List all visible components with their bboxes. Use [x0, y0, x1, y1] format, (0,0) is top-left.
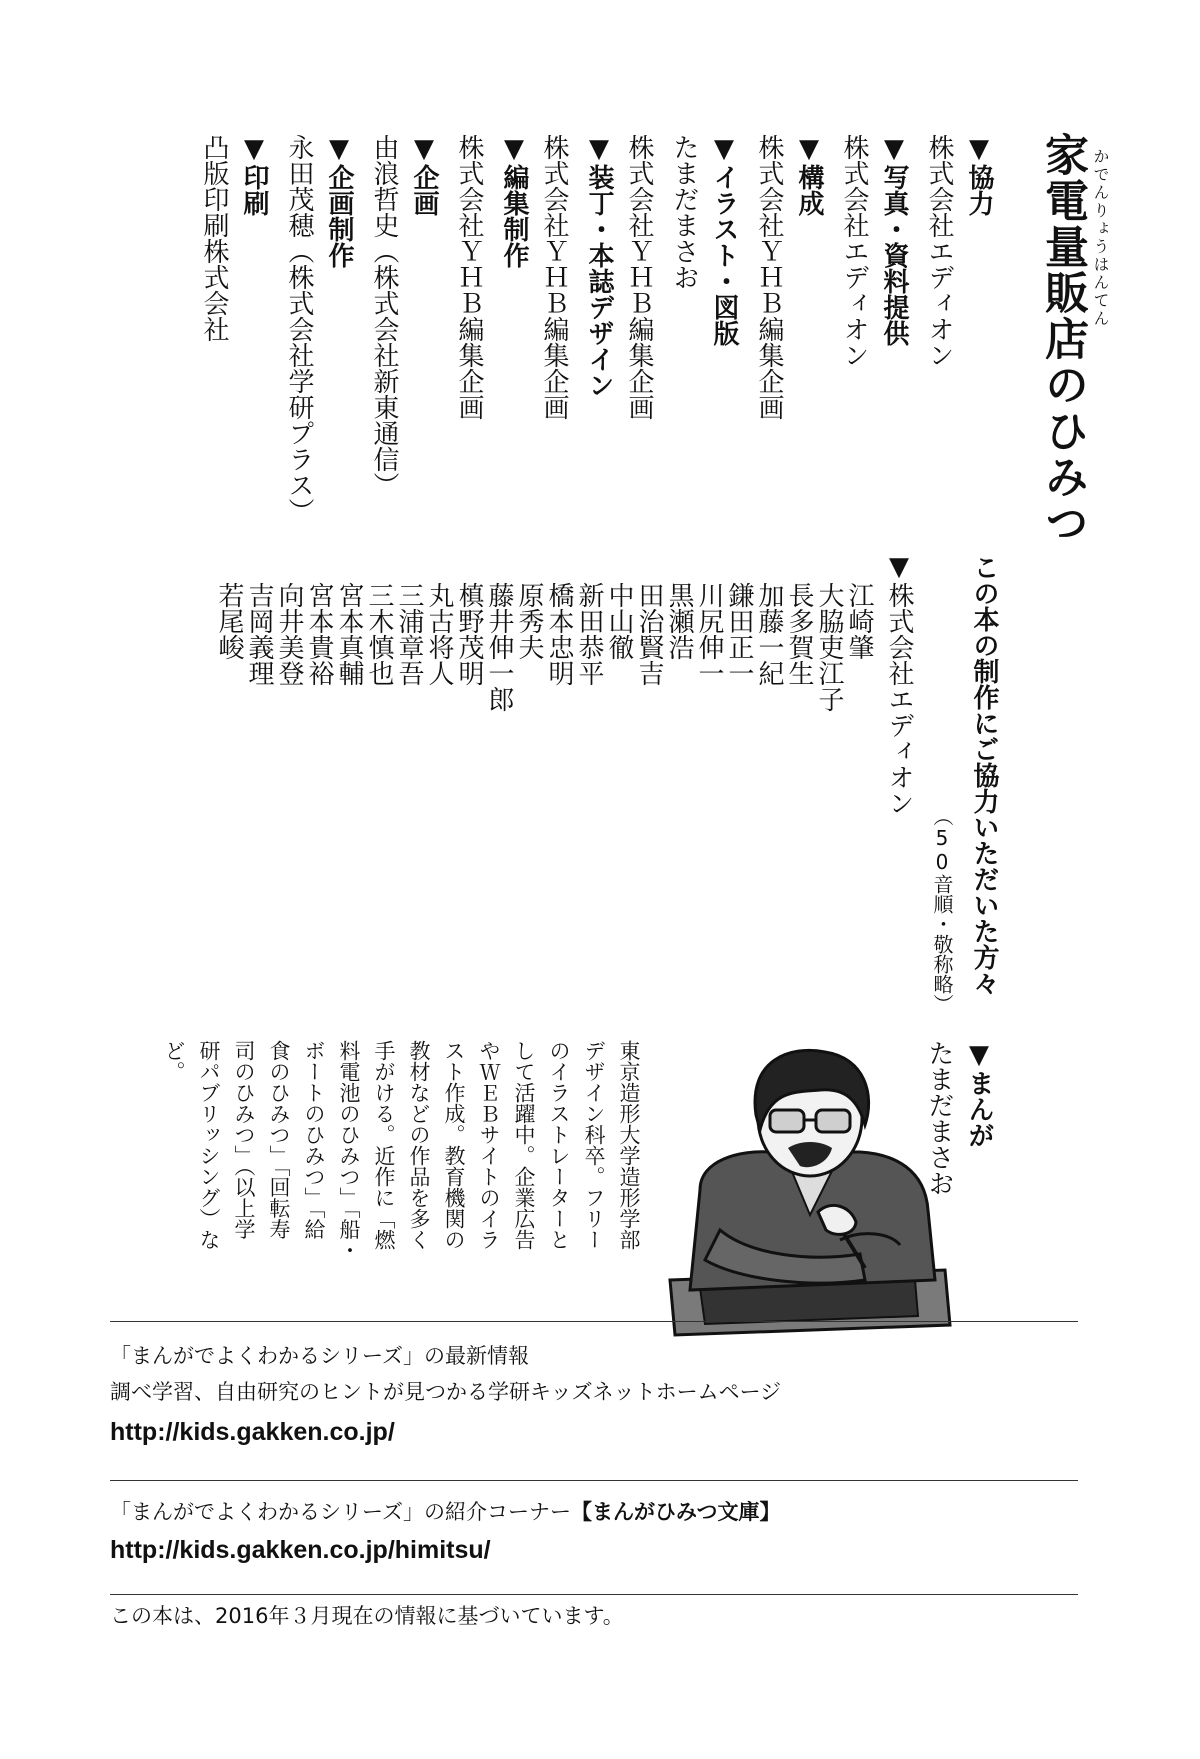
contributor-name: 藤井伸一郎	[484, 582, 514, 712]
contributor-name: 長多賀生	[784, 582, 814, 686]
manga-author-name: たまだまさお	[924, 1040, 954, 1196]
manga-bio-line: やＷＥＢサイトのイラ	[477, 1040, 501, 1250]
contributor-name: 吉岡義理	[244, 582, 274, 686]
credit-name: たまだまさお	[669, 134, 699, 290]
contributor-name: 槙野茂明	[454, 582, 484, 686]
manga-bio-line: 司のひみつ」（以上学	[232, 1040, 256, 1240]
gakken-kidsnet-description: 調べ学習、自由研究のヒントが見つかる学研キッズネットホームページ	[110, 1380, 782, 1404]
manga-bio-line: して活躍中。企業広告	[512, 1040, 536, 1250]
book-title-reading: かでんりょうはんてん	[1091, 148, 1110, 328]
manga-bio-line: 食のひみつ」「回転寿	[267, 1040, 291, 1240]
credit-heading-kikaku-seisaku: ▼企画制作	[324, 134, 354, 268]
series-intro-text: 「まんがでよくわかるシリーズ」の紹介コーナー	[110, 1500, 571, 1524]
credit-name: 由浪哲史（株式会社新東通信）	[369, 134, 399, 498]
contributor-name: 丸古将人	[424, 582, 454, 686]
contributor-name: 江崎肇	[844, 582, 874, 660]
series-info-line: 「まんがでよくわかるシリーズ」の最新情報	[110, 1344, 529, 1368]
credit-heading-kosei: ▼構成	[794, 134, 824, 216]
credit-heading-kyoryoku: ▼協力	[964, 134, 994, 216]
contributor-name: 宮本真輔	[334, 582, 364, 686]
contributor-name: 向井美登	[274, 582, 304, 686]
contributor-name: 鎌田正一	[724, 582, 754, 686]
credit-heading-illust: ▼イラスト・図版	[709, 134, 739, 346]
contributor-name: 川尻伸一	[694, 582, 724, 686]
credit-heading-kikaku: ▼企画	[409, 134, 439, 216]
credit-heading-henshu: ▼編集制作	[499, 134, 529, 268]
manga-bio-line: ど。	[162, 1040, 186, 1082]
credit-name: 永田茂穂（株式会社学研プラス）	[284, 134, 314, 524]
book-title: 家電量販店のひみつ	[1037, 132, 1088, 546]
credit-name: 株式会社ＹＨＢ編集企画	[754, 134, 784, 420]
credit-heading-shashin: ▼写真・資料提供	[879, 134, 909, 346]
credit-heading-insatsu: ▼印刷	[239, 134, 269, 216]
contributors-heading: この本の制作にご協力いただいた方々	[969, 554, 999, 996]
contributor-name: 大脇吏江子	[814, 582, 844, 712]
manga-bio-line: 研パブリッシング）な	[197, 1040, 221, 1250]
contributor-name: 原秀夫	[514, 582, 544, 660]
credit-name: 株式会社ＹＨＢ編集企画	[539, 134, 569, 420]
contributor-name: 宮本貴裕	[304, 582, 334, 686]
credit-name: 株式会社エディオン	[924, 134, 954, 368]
contributor-name: 三浦章吾	[394, 582, 424, 686]
contributors-note: （50音順・敬称略）	[930, 806, 954, 1014]
credit-name: 株式会社ＹＨＢ編集企画	[454, 134, 484, 420]
contributor-name: 中山徹	[604, 582, 634, 660]
contributor-name: 若尾峻	[214, 582, 244, 660]
manga-bio-line: 手がける。近作に「燃	[372, 1040, 396, 1250]
contributor-name: 新田恭平	[574, 582, 604, 686]
credit-name: 凸版印刷株式会社	[199, 134, 229, 342]
credit-name: 株式会社エディオン	[839, 134, 869, 368]
author-portrait-illustration	[660, 1040, 960, 1340]
credit-name: 株式会社ＹＨＢ編集企画	[624, 134, 654, 420]
credit-heading-soutei: ▼装丁・本誌デザイン	[584, 134, 614, 398]
divider-rule	[110, 1594, 1078, 1595]
contributor-name: 加藤一紀	[754, 582, 784, 686]
contributor-name: 田治賢吉	[634, 582, 664, 686]
himitsu-bunko-label: 【まんがひみつ文庫】	[570, 1500, 781, 1524]
contributor-name: 橋本忠明	[544, 582, 574, 686]
manga-bio-line: 東京造形大学造形学部	[617, 1040, 641, 1250]
contributor-name: 三木慎也	[364, 582, 394, 686]
manga-bio-line: 教材などの作品を多く	[407, 1040, 431, 1250]
kidsnet-link[interactable]: http://kids.gakken.co.jp/	[110, 1418, 395, 1446]
contributor-name: 黒瀬浩	[664, 582, 694, 660]
himitsu-link[interactable]: http://kids.gakken.co.jp/himitsu/	[110, 1536, 491, 1564]
contributors-company: ▼株式会社エディオン	[884, 552, 914, 816]
series-intro-line	[110, 1502, 781, 1523]
divider-rule	[110, 1321, 1078, 1322]
manga-bio-line: のイラストレーターと	[547, 1040, 571, 1250]
manga-heading: ▼まんが	[964, 1040, 994, 1148]
manga-bio-line: デザイン科卒。フリー	[582, 1040, 606, 1250]
manga-bio-line: ボートのひみつ」「給	[302, 1040, 326, 1240]
manga-bio-line: 料電池のひみつ」「船・	[337, 1040, 361, 1261]
divider-rule	[110, 1480, 1078, 1481]
manga-bio-line: スト作成。教育機関の	[442, 1040, 466, 1250]
footer-note: この本は、2016年３月現在の情報に基づいています。	[110, 1604, 624, 1628]
